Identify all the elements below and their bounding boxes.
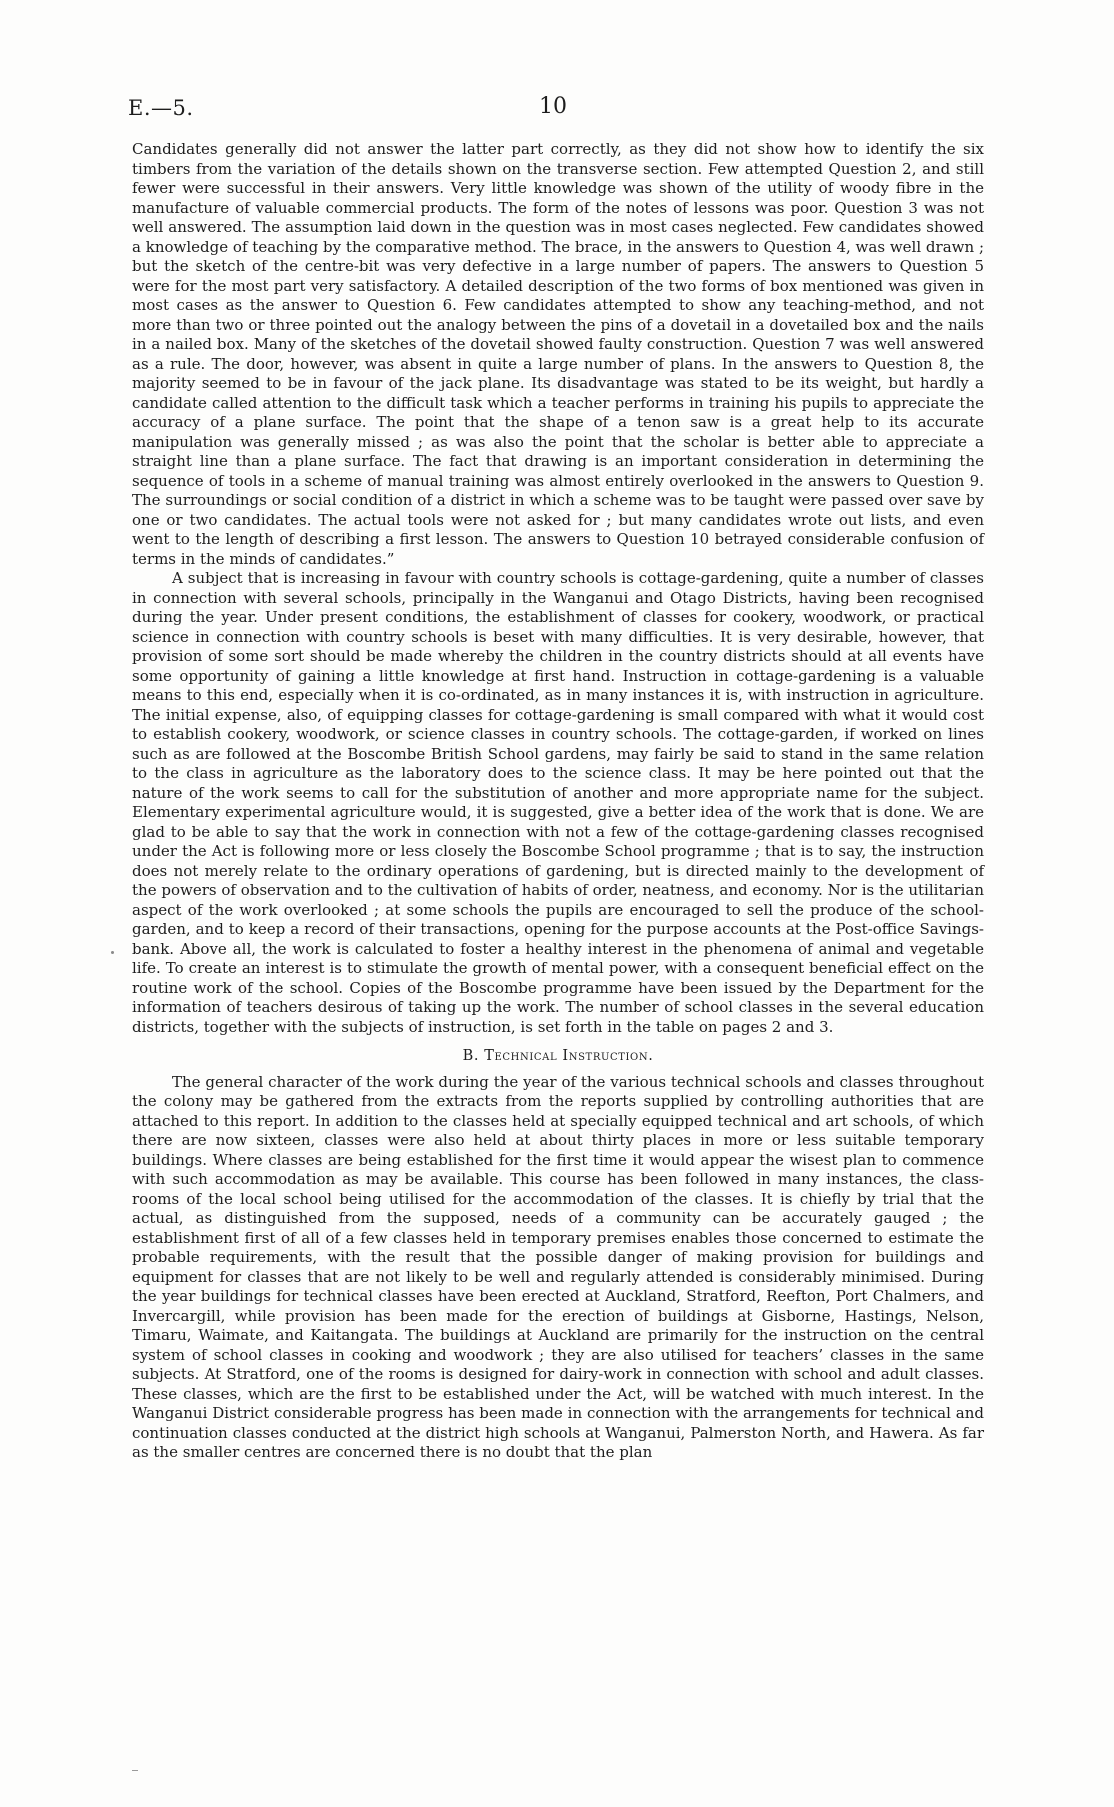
page-number: 10 [539,94,567,119]
body-text [132,140,984,1463]
bottom-margin-mark [132,1770,138,1771]
section-heading-technical-instruction: B. Technical Instruction. [462,1048,654,1064]
paragraph-continued-examiner-report: Candidates generally did not answer the latter part correctly, as they did not show how to identify the six timbers from the variation of the details shown on the transverse section. Few attempted Question 2, and still fewer were successful in their answers. Very little knowledge was shown of the utility of woody fibre in the manufacture of valuable commercial products. The form of the notes of lessons was poor. Question 3 was not well answered. The assumption laid down in the question was in most cases neglected. Few candidates showed a knowledge of teaching by the comparative method. The brace, in the answers to Question 4, was well drawn ; but the sketch of the centre-bit was very defective in a large number of papers. The answers to Question 5 were for the most part very satisfactory. A detailed description of the two forms of box mentioned was given in most cases as the answer to Question 6. Few candidates attempted to show any teaching-method, and not more than two or three pointed out the analogy between the pins of a dovetail in a dovetailed box and the nails in a nailed box. Many of the sketches of the dovetail showed faulty construction. Question 7 was well answered as a rule. The door, however, was absent in quite a large number of plans. In the answers to Question 8, the majority seemed to be in favour of the jack plane. Its disadvantage was stated to be its weight, but hardly a candidate called attention to the difficult task which a teacher performs in training his pupils to appreciate the accuracy of a plane surface. The point that the shape of a tenon saw is a great help to its accurate manipulation was generally missed ; as was also the point that the scholar is better able to appreciate a straight line than a plane surface. The fact that drawing is an important consideration in determining the sequence of tools in a scheme of manual training was almost entirely overlooked in the answers to Question 9. The surroundings or social condition of a district in which a scheme was to be taught were passed over save by one or two candidates. The actual tools were not asked for ; but many candidates wrote out lists, and even went to the length of describing a first lesson. The answers to Question 10 betrayed considerable confusion of terms in the minds of candidates.” [132,140,984,568]
margin-mark [111,951,114,954]
document-reference: E.—5. [128,96,194,120]
paragraph-cottage-gardening: A subject that is increasing in favour with country schools is cottage-gardening, quite a number of classes in connection with several schools, principally in the Wanganui and Otago Districts, having been recognised during the year. Under present conditions, the establishment of classes for cookery, woodwork, or practical science in connection with country schools is beset with many difficulties. It is very desirable, however, that provision of some sort should be made whereby the children in the country districts should at all events have some opportunity of gaining a little knowledge at first hand. Instruction in cottage-gardening is a valuable means to this end, especially when it is co-ordinated, as in many instances it is, with instruction in agriculture. The initial expense, also, of equipping classes for cottage-gardening is small compared with what it would cost to establish cookery, woodwork, or science classes in country schools. The cottage-garden, if worked on lines such as are followed at the Boscombe British School gardens, may fairly be said to stand in the same relation to the class in agriculture as the laboratory does to the science class. It may be here pointed out that the nature of the work seems to call for the substitution of another and more appropriate name for the subject. Elementary experimental agriculture would, it is suggested, give a better idea of the work that is done. We are glad to be able to say that the work in connection with not a few of the cottage-gardening classes recognised under the Act is following more or less closely the Boscombe School programme ; that is to say, the instruction does not merely relate to the ordinary operations of gardening, but is directed mainly to the development of the powers of observation and to the cultivation of habits of order, neatness, and economy. Nor is the utilitarian aspect of the work overlooked ; at some schools the pupils are encouraged to sell the produce of the school-garden, and to keep a record of their transactions, opening for the purpose accounts at the Post-office Savings-bank. Above all, the work is calculated to foster a healthy interest in the phenomena of animal and vegetable life. To create an interest is to stimulate the growth of mental power, with a consequent beneficial effect on the routine work of the school. Copies of the Boscombe programme have been issued by the Department for the information of teachers desirous of taking up the work. The number of school classes in the several education districts, together with the subjects of instruction, is set forth in the table on pages 2 and 3. [132,569,984,1036]
running-header [128,96,988,126]
paragraph-technical-schools: The general character of the work during the year of the various technical schools and classes throughout the colony may be gathered from the extracts from the reports supplied by controlling authorities that are attached to this report. In addition to the classes held at specially equipped technical and art schools, of which there are now sixteen, classes were also held at about thirty places in more or less suitable temporary buildings. Where classes are being established for the first time it would appear the wisest plan to commence with such accommodation as may be available. This course has been followed in many instances, the class-rooms of the local school being utilised for the accommodation of the classes. It is chiefly by trial that the actual, as distinguished from the supposed, needs of a community can be accurately gauged ; the establishment first of all of a few classes held in temporary premises enables those concerned to estimate the probable requirements, with the result that the possible danger of making provision for buildings and equipment for classes that are not likely to be well and regularly attended is considerably minimised. During the year buildings for technical classes have been erected at Auckland, Stratford, Reefton, Port Chalmers, and Invercargill, while provision has been made for the erection of buildings at Gisborne, Hastings, Nelson, Timaru, Waimate, and Kaitangata. The buildings at Auckland are primarily for the instruction on the central system of school classes in cooking and woodwork ; they are also utilised for teachers’ classes in the same subjects. At Stratford, one of the rooms is designed for dairy-work in connection with school and adult classes. These classes, which are the first to be established under the Act, will be watched with much interest. In the Wanganui District considerable progress has been made in connection with the arrangements for technical and continuation classes conducted at the district high schools at Wanganui, Palmerston North, and Hawera. As far as the smaller centres are concerned there is no doubt that the plan [132,1072,984,1461]
